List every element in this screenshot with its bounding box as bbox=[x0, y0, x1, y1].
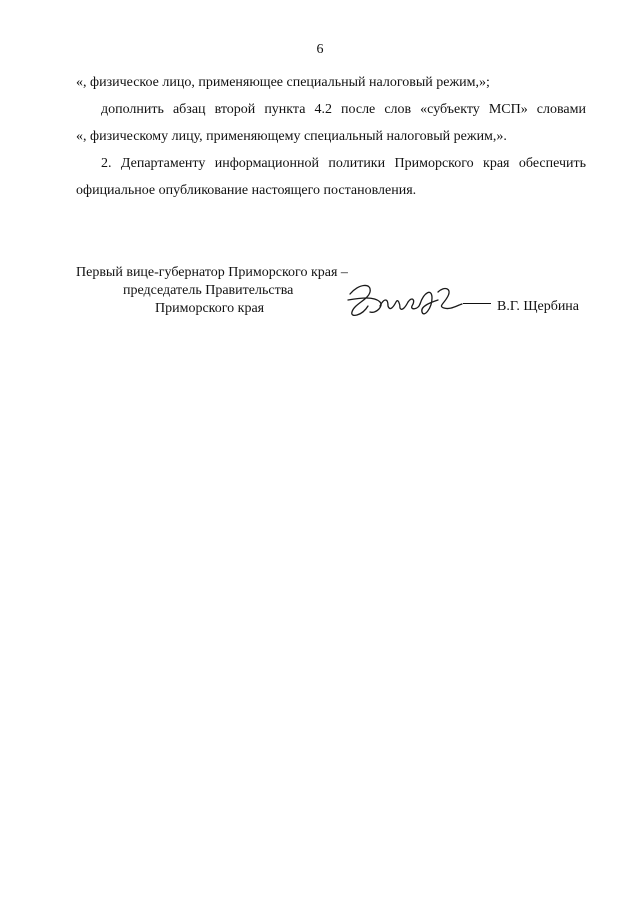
paragraph-line-1: «, физическое лицо, применяющее специальный налоговый режим,»; bbox=[76, 75, 490, 90]
signatory-title-line-2: председатель Правительства bbox=[123, 283, 294, 298]
handwritten-signature bbox=[340, 276, 470, 322]
paragraph-line-3: «, физическому лицу, применяющему специальный налоговый режим,». bbox=[76, 129, 507, 144]
page-number: 6 bbox=[316, 42, 324, 57]
paragraph-line-4: 2. Департаменту информационной политики Приморского края обеспечить bbox=[101, 156, 586, 171]
signatory-name: В.Г. Щербина bbox=[497, 299, 580, 314]
paragraph-line-2: дополнить абзац второй пункта 4.2 после слов «субъекту МСП» словами bbox=[101, 102, 586, 117]
signatory-title-line-3: Приморского края bbox=[155, 301, 265, 316]
signatory-title-line-1: Первый вице-губернатор Приморского края – bbox=[76, 265, 348, 280]
paragraph-line-5: официальное опубликование настоящего постановления. bbox=[76, 183, 417, 198]
signature-dash bbox=[463, 303, 491, 304]
